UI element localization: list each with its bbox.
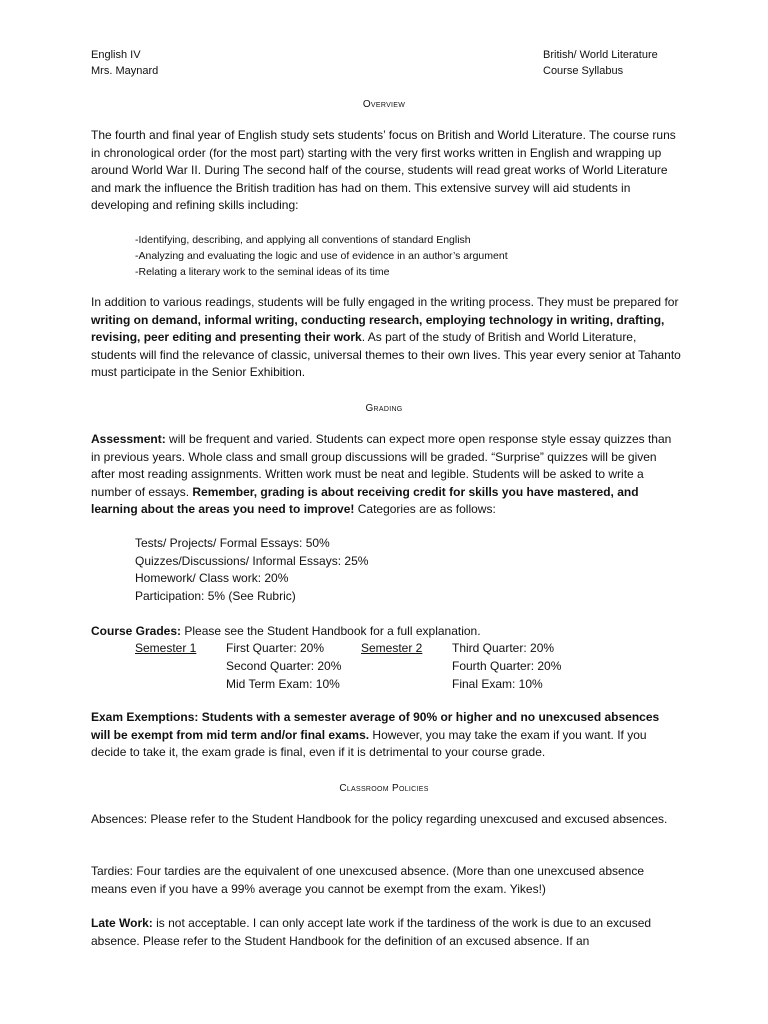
assessment-paragraph	[91, 431, 681, 519]
late-work-label: Late Work:	[91, 916, 153, 930]
category-item: Participation: 5% (See Rubric)	[135, 588, 296, 603]
subject-name: British/ World Literature	[543, 49, 658, 61]
exam-exemptions-paragraph	[91, 709, 681, 762]
semester-1-item: First Quarter: 20%	[226, 641, 325, 655]
grading-heading: Grading	[365, 403, 403, 414]
policies-heading: Classroom Policies	[339, 783, 429, 794]
writing-lead: In addition to various readings, students will be fully engaged in the writing process. They must be prepared for	[91, 295, 679, 309]
semester-2-item: Fourth Quarter: 20%	[452, 659, 562, 673]
assessment-text: will be frequent and varied. Students can expect more open response style essay quizzes than in previous years. Whole class and small group discussions will be graded. “Surprise” quizzes will be given after most reading assignments. Written work must be neat and legible. Students will be asked to write a number of essays.	[91, 432, 672, 499]
course-grades-label: Course Grades:	[91, 624, 182, 638]
category-item: Homework/ Class work: 20%	[135, 571, 289, 585]
header-left	[91, 47, 158, 79]
assessment-label: Assessment:	[91, 432, 166, 446]
grade-breakdown-row	[0, 658, 768, 676]
exemptions-text: However, you may take the exam if you want. If you decide to take it, the exam grade is final, even if it is detrimental to your course grade.	[91, 727, 647, 759]
teacher-name: Mrs. Maynard	[91, 65, 159, 77]
late-work-text: is not acceptable. I can only accept late work if the tardiness of the work is due to an excused absence. Please refer to the Student Handbook for the definition of an excused absence. If an	[91, 916, 652, 948]
writing-paragraph	[91, 294, 681, 382]
semester-2-item: Final Exam: 10%	[452, 677, 543, 691]
skill-item: -Identifying, describing, and applying all conventions of standard English	[135, 234, 471, 246]
grade-breakdown-row	[0, 640, 768, 658]
assessment-bold: Remember, grading is about receiving credit for skills you have mastered, and learning about the areas you need to improve!	[91, 484, 639, 516]
document-type: Course Syllabus	[543, 65, 624, 77]
course-grades-line	[91, 623, 681, 641]
semester-1-item: Mid Term Exam: 10%	[226, 677, 340, 691]
semester-1-label: Semester 1	[135, 641, 197, 655]
skill-item: -Relating a literary work to the seminal ideas of its time	[135, 266, 390, 278]
exemptions-bold: Exam Exemptions: Students with a semester average of 90% or higher and no unexcused absences will be exempt from mid term and/or final exams.	[91, 710, 660, 742]
skills-list	[135, 232, 508, 280]
semester-2-label: Semester 2	[361, 641, 423, 655]
category-item: Tests/ Projects/ Formal Essays: 50%	[135, 536, 330, 550]
overview-intro: The fourth and final year of English study sets students’ focus on British and World Literature. The course runs in chronological order (for the most part) starting with the very first works written in English and wrapping up around World War II. During The second half of the course, students will read great works of World Literature and mark the influence the British tradition has had on them. This extensive survey will aid students in developing and refining skills including:	[91, 128, 676, 212]
semester-2-item: Third Quarter: 20%	[452, 641, 555, 655]
course-grades-text: Please see the Student Handbook for a full explanation.	[181, 624, 481, 638]
writing-skills-bold: writing on demand, informal writing, conducting research, employing technology in writing, drafting, revising, peer editing and presenting their work	[91, 312, 665, 344]
absences-paragraph: Absences: Please refer to the Student Handbook for the policy regarding unexcused and excused absences.	[91, 812, 668, 826]
tardies-paragraph: Tardies: Four tardies are the equivalent of one unexcused absence. (More than one unexcused absence means even if you have a 99% average you cannot be exempt from the exam. Yikes!)	[91, 864, 645, 896]
writing-tail: . As part of the study of British and World Literature, students will find the relevance of classic, universal themes to their own lives. This year every senior at Tahanto must participate in the Senior Exhibition.	[91, 330, 681, 379]
category-item: Quizzes/Discussions/ Informal Essays: 25%	[135, 553, 369, 568]
grade-categories	[135, 535, 368, 605]
course-name: English IV	[91, 49, 141, 61]
late-work-paragraph	[91, 915, 681, 950]
semester-1-item: Second Quarter: 20%	[226, 659, 342, 673]
overview-heading: Overview	[362, 99, 406, 110]
assessment-tail: Categories are as follows:	[354, 502, 496, 516]
skill-item: -Analyzing and evaluating the logic and use of evidence in an author’s argument	[135, 250, 508, 262]
grade-breakdown-row	[0, 676, 768, 694]
header-right	[543, 47, 658, 79]
